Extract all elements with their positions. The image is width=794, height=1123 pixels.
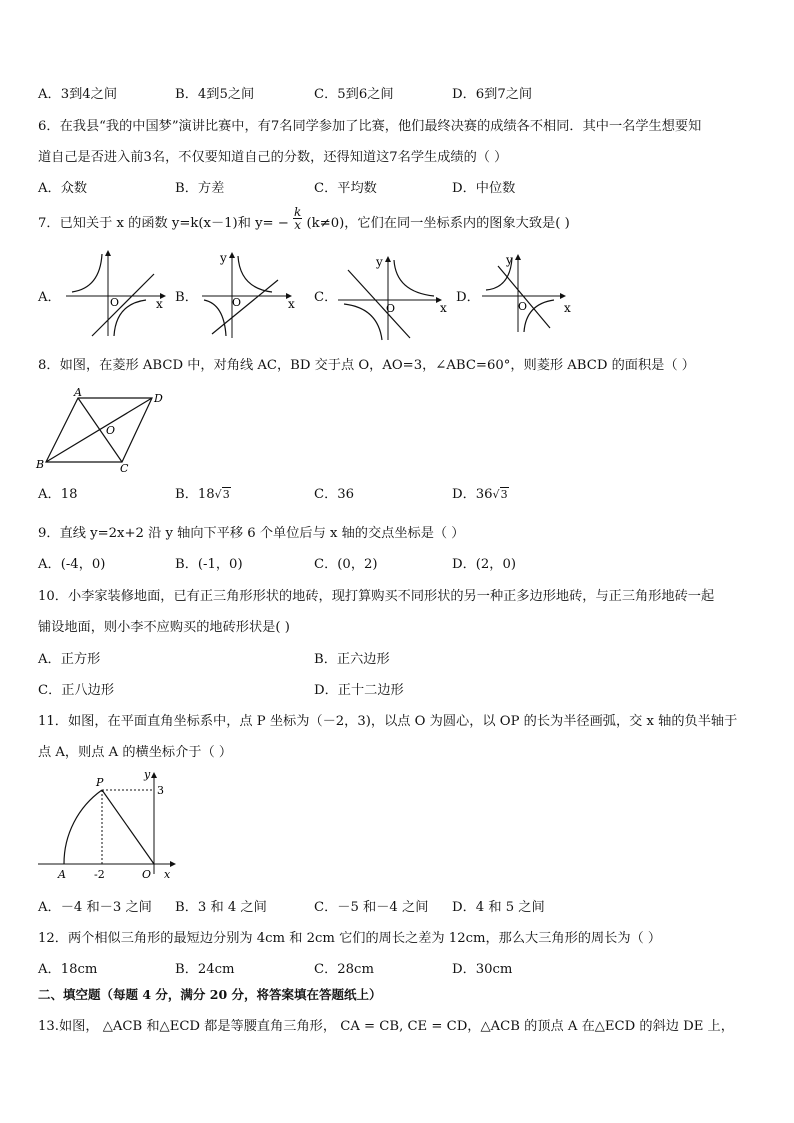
x-axis-label: x — [440, 301, 447, 315]
y-axis-label: y — [220, 251, 227, 265]
x-axis-arrow-icon — [560, 293, 566, 299]
q12-option-d[interactable]: D．30cm — [452, 962, 513, 977]
q11-stem-line1: 11．如图，在平面直角坐标系中，点 P 坐标为（－2，3)，以点 O 为圆心，以 OP 的长为半径画弧，交 x 轴的负半轴于 — [38, 714, 738, 729]
x-axis-label: x — [564, 301, 571, 315]
q10-stem-line2: 铺设地面，则小李不应购买的地砖形状是( ) — [38, 620, 290, 635]
origin-label: O — [142, 868, 152, 881]
point-label-a: A — [58, 868, 66, 881]
q8-option-b[interactable]: B．18√3 — [175, 487, 230, 502]
q5-option-d[interactable]: D．6到7之间 — [452, 87, 533, 102]
q8-option-b-text: B．18 — [175, 487, 215, 502]
q10-option-b[interactable]: B．正六边形 — [314, 652, 390, 667]
q10-option-a[interactable]: A．正方形 — [38, 652, 101, 667]
hyperbola-branch — [238, 256, 272, 292]
q6-option-a[interactable]: A．众数 — [38, 181, 88, 196]
q12-option-a[interactable]: A．18cm — [38, 962, 98, 977]
vertex-label-a: A — [74, 386, 82, 399]
q12-option-b[interactable]: B．24cm — [175, 962, 235, 977]
q9-option-b[interactable]: B．(-1，0) — [175, 557, 243, 572]
q7-label-d[interactable]: D． — [456, 290, 480, 305]
y-axis-arrow-icon — [105, 250, 111, 256]
y-axis-label: y — [506, 253, 513, 267]
section-heading-fill-in: 二、填空题（每题 4 分，满分 20 分，将答案填在答题纸上） — [38, 987, 382, 1002]
q7-graph-b — [198, 248, 308, 344]
origin-label: O — [110, 296, 120, 309]
x-axis-label: x — [164, 868, 171, 881]
y-axis-label: y — [144, 768, 151, 781]
x-axis-label: x — [156, 297, 163, 311]
q7-stem-part1: 7．已知关于 x 的函数 y=k(x－1)和 y= − — [38, 216, 289, 231]
hyperbola-branch — [344, 304, 382, 340]
q8-option-a[interactable] — [38, 483, 78, 502]
q9-option-a[interactable]: A．(-4，0) — [38, 557, 106, 572]
q11-option-b[interactable]: B．3 和 4 之间 — [175, 900, 267, 915]
q7-fraction-denominator: x — [294, 218, 302, 232]
origin-label: O — [232, 296, 242, 309]
q12-stem: 12．两个相似三角形的最短边分别为 4cm 和 2cm 它们的周长之差为 12cm，那么大三角形的周长为（ ） — [38, 931, 662, 946]
vertex-label-c: C — [120, 462, 129, 475]
q8-option-a-text: A．18 — [38, 487, 78, 502]
center-label-o: O — [106, 424, 116, 437]
q7-graph-c — [336, 248, 454, 344]
q5-option-b[interactable]: B．4到5之间 — [175, 87, 255, 102]
linear-function-line — [498, 266, 550, 328]
q10-option-d[interactable]: D．正十二边形 — [314, 683, 404, 698]
y-axis-arrow-icon — [515, 254, 521, 260]
q7-fraction-numerator: k — [294, 205, 302, 219]
q6-stem-line2: 道自己是否进入前3名，不仅要知道自己的分数，还得知道这7名学生成绩的（ ） — [38, 150, 508, 165]
q7-fraction — [293, 206, 302, 231]
q11-stem-line2: 点 A，则点 A 的横坐标介于（ ） — [38, 745, 233, 760]
q6-option-d[interactable]: D．中位数 — [452, 181, 516, 196]
y-axis-arrow-icon — [385, 256, 391, 262]
q7-stem — [38, 205, 570, 232]
tick-label-3: 3 — [157, 784, 164, 797]
linear-function-line — [92, 274, 154, 336]
hyperbola-branch — [204, 300, 226, 336]
q6-option-c[interactable]: C．平均数 — [314, 181, 377, 196]
q8-option-d[interactable]: D．36√3 — [452, 487, 508, 502]
q5-option-a[interactable]: A．3到4之间 — [38, 87, 118, 102]
linear-function-line — [212, 280, 278, 334]
q8-option-c-text: C．36 — [314, 487, 355, 502]
y-axis-label: y — [376, 255, 383, 269]
q6-stem-line1: 6．在我县“我的中国梦”演讲比赛中，有7名同学参加了比赛，他们最终决赛的成绩各不相同．其中一名学生想要知 — [38, 119, 702, 134]
q7-label-c[interactable]: C． — [314, 290, 338, 305]
x-axis-arrow-icon — [170, 861, 176, 867]
q8-rhombus-figure — [36, 388, 176, 474]
origin-label: O — [386, 302, 396, 315]
q9-option-c[interactable]: C．(0，2) — [314, 557, 378, 572]
vertex-label-b: B — [36, 458, 45, 471]
q8-option-c[interactable] — [314, 483, 354, 502]
q10-option-c[interactable]: C．正八边形 — [38, 683, 115, 698]
q7-graph-a — [62, 248, 172, 344]
q7-graph-d — [480, 248, 590, 344]
q11-option-d[interactable]: D．4 和 5 之间 — [452, 900, 545, 915]
q7-label-a[interactable]: A． — [38, 290, 61, 305]
q9-option-d[interactable]: D．(2，0) — [452, 557, 517, 572]
q11-option-c[interactable]: C．－5 和－4 之间 — [314, 900, 429, 915]
hyperbola-branch — [72, 254, 102, 292]
origin-label: O — [518, 300, 528, 313]
q12-option-c[interactable]: C．28cm — [314, 962, 374, 977]
q7-stem-part2: (k≠0)，它们在同一坐标系内的图象大致是( ) — [306, 216, 570, 231]
q8-stem: 8．如图，在菱形 ABCD 中，对角线 AC，BD 交于点 O，AO=3，∠ABC=60°，则菱形 ABCD 的面积是（ ） — [38, 358, 695, 373]
q9-stem: 9．直线 y=2x+2 沿 y 轴向下平移 6 个单位后与 x 轴的交点坐标是（ ） — [38, 526, 465, 541]
q8-option-b-radical: 3 — [222, 488, 230, 501]
q7-label-b[interactable]: B． — [175, 290, 198, 305]
y-axis-arrow-icon — [151, 772, 157, 778]
segment-op — [102, 790, 154, 864]
q10-stem-line1: 10．小李家装修地面，已有正三角形形状的地砖，现打算购买不同形状的另一种正多边形地砖，与正三角形地砖一起 — [38, 589, 715, 604]
vertex-label-d: D — [154, 392, 163, 405]
tick-label-neg2: -2 — [94, 868, 105, 881]
q13-stem: 13.如图， △ACB 和△ECD 都是等腰直角三角形， CA = CB, CE = CD，△ACB 的顶点 A 在△ECD 的斜边 DE 上， — [38, 1019, 734, 1034]
q6-option-b[interactable]: B．方差 — [175, 181, 225, 196]
y-axis-arrow-icon — [229, 252, 235, 258]
q8-option-d-radical: 3 — [500, 488, 508, 501]
q5-option-c[interactable]: C．5到6之间 — [314, 87, 394, 102]
x-axis-label: x — [288, 297, 295, 311]
hyperbola-branch — [394, 260, 434, 296]
arc-ap — [64, 790, 102, 864]
q11-coordinate-figure — [36, 770, 186, 884]
q8-option-d-text: D．36 — [452, 487, 493, 502]
q11-option-a[interactable]: A．－4 和－3 之间 — [38, 900, 152, 915]
point-label-p: P — [96, 776, 104, 789]
